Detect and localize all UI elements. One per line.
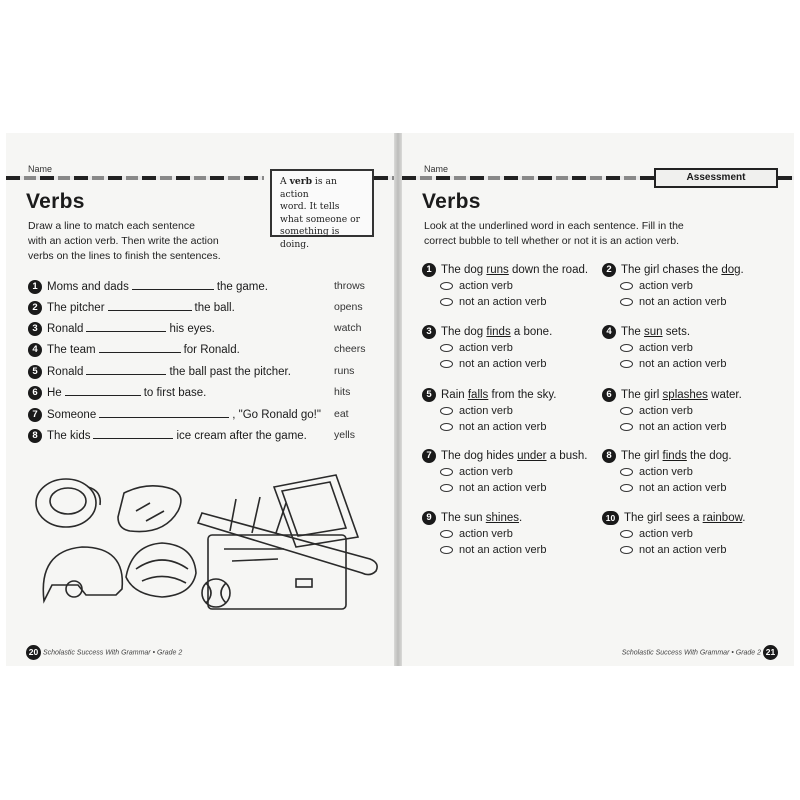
item-number: 1 [28, 280, 42, 294]
option-not-action-verb[interactable]: not an action verb [440, 542, 546, 558]
underlined-word: shines [485, 512, 519, 524]
item-number: 2 [28, 301, 42, 315]
sentence-row [28, 299, 368, 317]
name-label: Name [424, 164, 449, 174]
option-action-verb[interactable]: action verb [620, 340, 726, 356]
definition-box: A verb is an action word. It tells what someone or something is doing. [270, 169, 374, 237]
option-action-verb[interactable]: action verb [440, 278, 588, 294]
underlined-word: dog [721, 264, 741, 276]
question-item: 2 The girl chases the dog. action verb not an action verb [602, 262, 744, 310]
header-stripe [6, 176, 264, 180]
sentence-row [28, 341, 368, 359]
underlined-word: falls [467, 389, 489, 401]
answer-bubble[interactable] [620, 423, 633, 431]
sentence-start: The pitcher [47, 302, 105, 314]
answer-bubble[interactable] [620, 407, 633, 415]
answer-blank[interactable] [108, 299, 192, 311]
underlined-word: finds [486, 326, 511, 338]
answer-bubble[interactable] [440, 468, 453, 476]
sentence-start: Ronald [47, 366, 84, 378]
option-action-verb[interactable]: action verb [620, 403, 742, 419]
answer-blank[interactable] [99, 341, 181, 353]
answer-bubble[interactable] [620, 530, 633, 538]
answer-blank[interactable] [86, 363, 166, 375]
item-number: 9 [422, 511, 436, 525]
baseball-equipment-illustration [24, 451, 384, 619]
assessment-badge: Assessment [654, 168, 778, 188]
question-item: 9 The sun shines. action verb not an action verb [422, 510, 546, 558]
item-number: 3 [28, 322, 42, 336]
sentence-row [28, 363, 368, 381]
verb-choice[interactable]: eat [334, 408, 349, 420]
item-number: 1 [422, 263, 436, 277]
item-number: 6 [28, 386, 42, 400]
header-stripe [402, 176, 654, 180]
item-number: 4 [28, 343, 42, 357]
page-title: Verbs [26, 190, 85, 213]
answer-bubble[interactable] [440, 344, 453, 352]
item-number: 7 [28, 408, 42, 422]
item-number: 3 [422, 325, 436, 339]
sentence-end: , "Go Ronald go!" [232, 409, 321, 421]
question-item: 1 The dog runs down the road. action verb not an action verb [422, 262, 588, 310]
option-not-action-verb[interactable]: not an action verb [440, 356, 552, 372]
sentence-row [28, 320, 368, 338]
question-item: 10 The girl sees a rainbow. action verb not an action verb [602, 510, 745, 558]
sentence-start: Someone [47, 409, 97, 421]
sentence-start: Ronald [47, 323, 84, 335]
item-number: 2 [602, 263, 616, 277]
sentence-end: the ball past the pitcher. [169, 366, 291, 378]
option-not-action-verb[interactable]: not an action verb [620, 356, 726, 372]
option-not-action-verb[interactable]: not an action verb [620, 542, 745, 558]
underlined-word: rainbow [702, 512, 743, 524]
sentence-end: to first base. [143, 387, 207, 399]
header-stripe-end [778, 176, 794, 180]
page-number: 20 [26, 645, 41, 660]
page-footer: Scholastic Success With Grammar • Grade 2 21 [622, 645, 778, 660]
verb-choice[interactable]: cheers [334, 343, 366, 355]
answer-blank[interactable] [99, 406, 229, 418]
sentence-row [28, 427, 368, 445]
instructions: Draw a line to match each sentence with an action verb. Then write the action verbs on the lines to finish the sentences. [28, 220, 221, 262]
answer-bubble[interactable] [440, 530, 453, 538]
answer-blank[interactable] [93, 427, 173, 439]
answer-blank[interactable] [86, 320, 166, 332]
option-action-verb[interactable]: action verb [620, 278, 744, 294]
question-item: 5 Rain falls from the sky. action verb not an action verb [422, 387, 556, 435]
option-action-verb[interactable]: action verb [620, 464, 732, 480]
answer-blank[interactable] [132, 278, 214, 290]
sentence-start: He [47, 387, 62, 399]
underlined-word: under [517, 450, 547, 462]
option-not-action-verb[interactable]: not an action verb [440, 294, 588, 310]
sentence-row [28, 384, 368, 402]
answer-bubble[interactable] [440, 546, 453, 554]
option-not-action-verb[interactable]: not an action verb [620, 294, 744, 310]
sentence-end: for Ronald. [183, 344, 240, 356]
sentence-end: ice cream after the game. [176, 430, 307, 442]
answer-bubble[interactable] [440, 407, 453, 415]
sentence-end: the game. [216, 281, 268, 293]
page-footer: 20 Scholastic Success With Grammar • Grade 2 [26, 645, 182, 660]
answer-bubble[interactable] [620, 468, 633, 476]
question-item: 6 The girl splashes water. action verb not an action verb [602, 387, 742, 435]
answer-bubble[interactable] [620, 282, 633, 290]
option-action-verb[interactable]: action verb [440, 526, 546, 542]
answer-bubble[interactable] [440, 423, 453, 431]
item-number: 8 [28, 429, 42, 443]
verb-choice[interactable]: yells [334, 429, 356, 441]
sentence-start: The kids [47, 430, 91, 442]
sentence-end: his eyes. [169, 323, 215, 335]
item-number: 5 [28, 365, 42, 379]
header-stripe-end [374, 176, 394, 180]
answer-bubble[interactable] [440, 484, 453, 492]
option-action-verb[interactable]: action verb [440, 403, 556, 419]
answer-bubble[interactable] [620, 298, 633, 306]
answer-bubble[interactable] [620, 484, 633, 492]
answer-blank[interactable] [65, 384, 141, 396]
answer-bubble[interactable] [620, 344, 633, 352]
underlined-word: finds [662, 450, 687, 462]
item-number: 7 [422, 449, 436, 463]
question-item: 4 The sun sets. action verb not an action verb [602, 324, 726, 372]
verb-choice[interactable]: runs [334, 365, 355, 377]
item-number: 6 [602, 388, 616, 402]
sentence-start: Moms and dads [47, 281, 129, 293]
sentence-row [28, 278, 368, 296]
left-page [6, 133, 394, 666]
answer-bubble[interactable] [440, 298, 453, 306]
option-not-action-verb[interactable]: not an action verb [620, 480, 732, 496]
item-number: 5 [422, 388, 436, 402]
sentence-start: The team [47, 344, 96, 356]
option-not-action-verb[interactable]: not an action verb [440, 419, 556, 435]
question-item: 7 The dog hides under a bush. action verb not an action verb [422, 448, 587, 496]
answer-bubble[interactable] [440, 282, 453, 290]
option-action-verb[interactable]: action verb [440, 464, 587, 480]
question-item: 8 The girl finds the dog. action verb not an action verb [602, 448, 732, 496]
page-title: Verbs [422, 190, 481, 213]
instructions: Look at the underlined word in each sentence. Fill in the correct bubble to tell whether or not it is an action verb. [424, 220, 684, 247]
right-page [402, 133, 794, 666]
sentence-row [28, 406, 368, 424]
verb-choice[interactable]: opens [334, 301, 363, 313]
verb-choice[interactable]: throws [334, 280, 365, 292]
option-action-verb[interactable]: action verb [620, 526, 745, 542]
verb-choice[interactable]: hits [334, 386, 351, 398]
item-number: 4 [602, 325, 616, 339]
question-item: 3 The dog finds a bone. action verb not an action verb [422, 324, 552, 372]
option-not-action-verb[interactable]: not an action verb [440, 480, 587, 496]
book-gutter [394, 133, 402, 666]
answer-bubble[interactable] [620, 360, 633, 368]
option-action-verb[interactable]: action verb [440, 340, 552, 356]
page-number: 21 [763, 645, 778, 660]
answer-bubble[interactable] [620, 546, 633, 554]
sentence-end: the ball. [194, 302, 235, 314]
answer-bubble[interactable] [440, 360, 453, 368]
item-number: 10 [602, 511, 619, 525]
underlined-word: sun [644, 326, 663, 338]
underlined-word: runs [486, 264, 509, 276]
option-not-action-verb[interactable]: not an action verb [620, 419, 742, 435]
verb-choice[interactable]: watch [334, 322, 362, 334]
name-label: Name [28, 164, 53, 174]
item-number: 8 [602, 449, 616, 463]
underlined-word: splashes [662, 389, 708, 401]
